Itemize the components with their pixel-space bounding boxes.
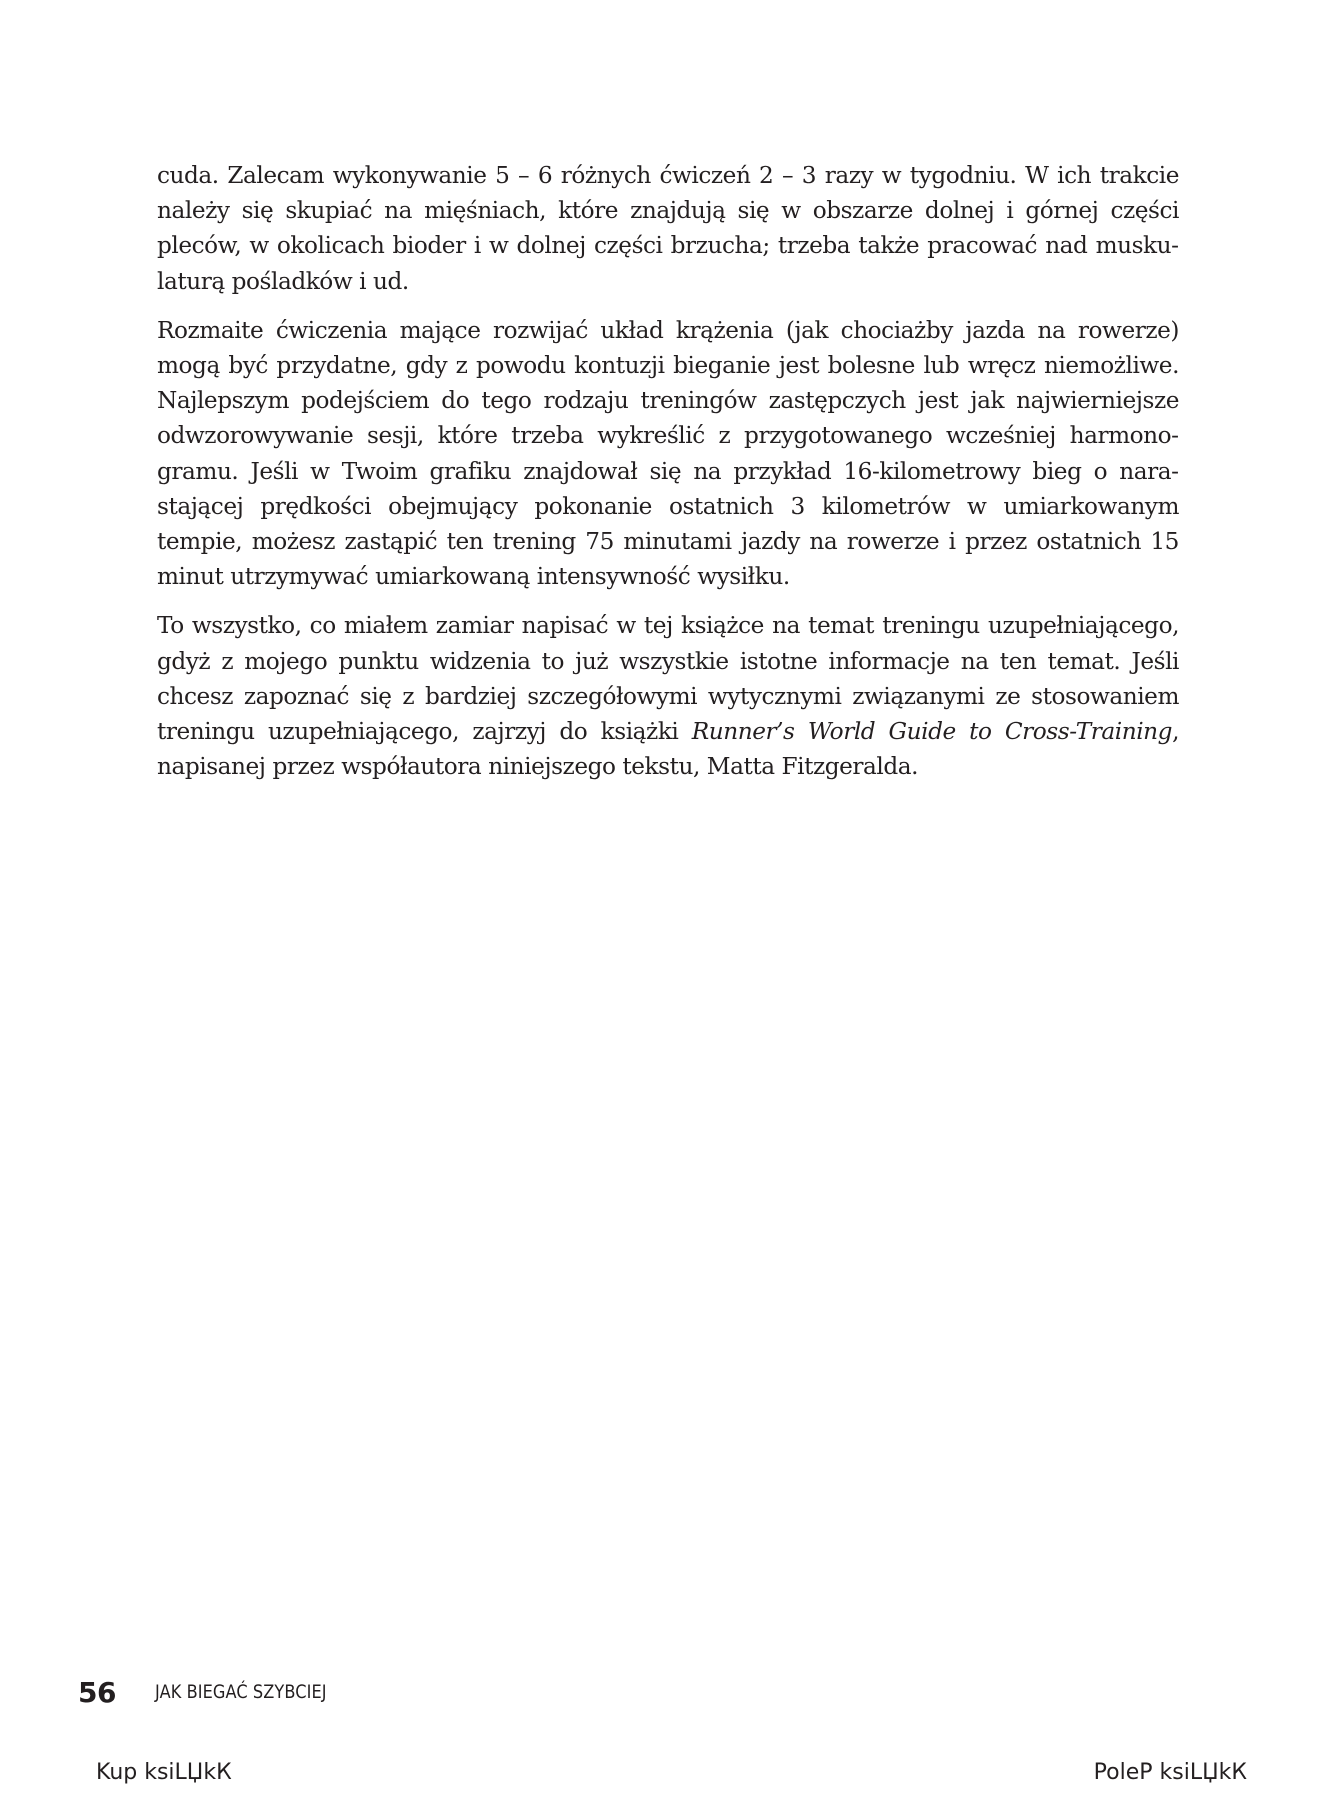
book-reference-italic: Runner’s World Guide to Cross-Training xyxy=(691,718,1173,746)
recommend-book-link[interactable]: PoleР ksiLЏkК xyxy=(1093,1760,1247,1785)
paragraph-2: Rozmaite ćwiczenia mające rozwijać układ krążenia (jak chociażby jazda na rowerze) mogą być przydatne, gdy z powodu kontuzji bieganie jest bolesne lub wręcz niemożliwe. Najlepszym podejściem do tego rodzaju treningów zastępczych jest jak najwierniejsze odwzorowywanie sesji, które trzeba wykreślić z przygotowanego wcześniej harmonogramu. Jeśli w Twoim grafiku znajdował się na przykład 16-kilometrowy bieg o narastającej prędkości obejmujący pokonanie ostatnich 3 kilometrów w umiarkowanym tempie, możesz zastąpić ten trening 75 minutami jazdy na rowerze i przez ostatnich 15 minut utrzymywać umiarkowaną intensywność wysiłku. xyxy=(157,316,1179,591)
running-title: JAK BIEGAĆ SZYBCIEJ xyxy=(155,1681,327,1703)
paragraph-3-text-after: , napisanej przez współautora niniejszego tekstu, Matta Fitzgeralda. xyxy=(157,718,1179,781)
paragraph-1: cuda. Zalecam wykonywanie 5 – 6 różnych ćwiczeń 2 – 3 razy w tygodniu. W ich trakcie należy się skupiać na mięśniach, które znajdują się w obszarze dolnej i górnej części pleców, w okolicach bioder i w dolnej części brzucha; trzeba także pracować nad muskulaturą pośladków i ud. xyxy=(157,162,1179,295)
buy-book-link[interactable]: Kup ksiLЏkК xyxy=(96,1760,232,1785)
body-text xyxy=(157,158,1179,798)
page-number: 56 xyxy=(78,1676,116,1709)
paragraph-3-text-before: To wszystko, co miałem zamiar napisać w tej książce na temat treningu uzupełniającego, gdyż z mojego punktu widzenia to już wszystkie istotne informacje na ten temat. Jeśli chcesz zapoznać się z bardziej szczegółowymi wytycznymi związanymi ze stosowaniem treningu uzupełniającego, zajrzyj do książki xyxy=(157,612,1179,746)
paragraph-3 xyxy=(157,608,1179,784)
